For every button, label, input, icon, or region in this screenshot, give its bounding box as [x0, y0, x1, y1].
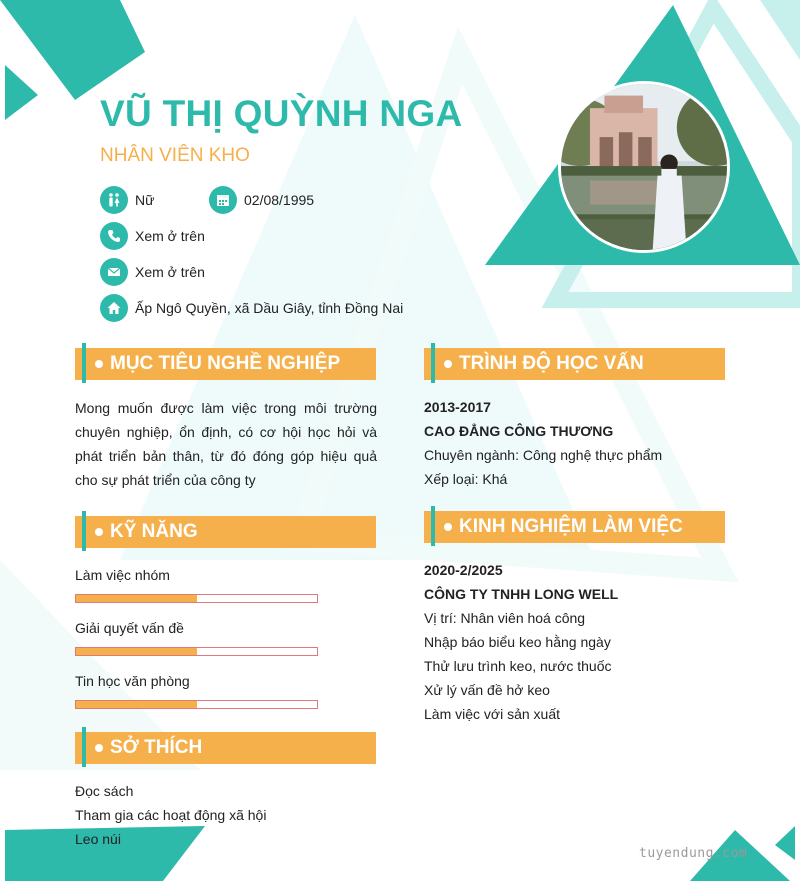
education-grade: Xếp loại: Khá	[424, 471, 508, 487]
hobby-item: Leo núi	[75, 831, 121, 847]
skill-bar	[75, 647, 318, 656]
skills-title: KỸ NĂNG	[110, 521, 198, 542]
experience-line: Vị trí: Nhân viên hoá công	[424, 610, 586, 626]
hobbies-title: SỞ THÍCH	[110, 737, 203, 758]
skill-name: Giải quyết vấn đề	[75, 620, 184, 636]
phone-row	[100, 222, 205, 250]
education-period: 2013-2017	[424, 399, 491, 415]
gender-value: Nữ	[135, 192, 155, 208]
calendar-icon	[209, 186, 237, 214]
job-title: NHÂN VIÊN KHO	[100, 145, 250, 166]
candidate-name: VŨ THỊ QUỲNH NGA	[100, 93, 463, 134]
education-title: TRÌNH ĐỘ HỌC VẤN	[459, 353, 644, 374]
address-row	[100, 294, 403, 322]
skill-bar-fill	[76, 701, 197, 708]
dob-value: 02/08/1995	[244, 192, 315, 208]
skills-header	[75, 516, 376, 548]
skill-name: Tin học văn phòng	[75, 673, 190, 689]
education-header	[424, 348, 725, 380]
experience-line: Thử lưu trình keo, nước thuốc	[424, 658, 612, 674]
hobby-item: Tham gia các hoạt động xã hội	[75, 807, 267, 823]
skill-bar	[75, 700, 318, 709]
experience-line: Nhập báo biểu keo hằng ngày	[424, 634, 611, 650]
objective-text: Mong muốn được làm việc trong môi trường chuyên nghiệp, ổn định, có cơ hội học hỏi và phát triển bản thân, từ đó đóng góp hiệu quả cho sự phát triển của công ty	[75, 400, 377, 488]
phone-value: Xem ở trên	[135, 228, 205, 244]
experience-company: CÔNG TY TNHH LONG WELL	[424, 586, 619, 602]
email-icon	[100, 258, 128, 286]
hobbies-header	[75, 732, 376, 764]
phone-icon	[100, 222, 128, 250]
experience-title: KINH NGHIỆM LÀM VIỆC	[459, 516, 683, 537]
skill-bar-fill	[76, 595, 197, 602]
dob-row	[209, 186, 314, 214]
email-row	[100, 258, 205, 286]
skill-item	[75, 671, 318, 709]
watermark: tuyendung.com	[639, 846, 748, 861]
experience-period: 2020-2/2025	[424, 562, 503, 578]
hobby-item: Đọc sách	[75, 783, 134, 799]
email-value: Xem ở trên	[135, 264, 205, 280]
skill-item	[75, 565, 318, 603]
gender-row	[100, 186, 154, 214]
experience-header	[424, 511, 725, 543]
experience-line: Xử lý vấn đề hở keo	[424, 682, 550, 698]
objective-title: MỤC TIÊU NGHỀ NGHIỆP	[110, 353, 341, 374]
address-value: Ấp Ngô Quyền, xã Dầu Giây, tỉnh Đồng Nai	[135, 300, 404, 316]
skill-bar-fill	[76, 648, 197, 655]
profile-photo	[558, 81, 730, 253]
gender-icon	[100, 186, 128, 214]
skill-name: Làm việc nhóm	[75, 567, 170, 583]
skill-item	[75, 618, 318, 656]
skill-bar	[75, 594, 318, 603]
objective-header	[75, 348, 376, 380]
education-school: CAO ĐẲNG CÔNG THƯƠNG	[424, 423, 614, 439]
experience-line: Làm việc với sản xuất	[424, 706, 561, 722]
education-major: Chuyên ngành: Công nghệ thực phẩm	[424, 447, 663, 463]
home-icon	[100, 294, 128, 322]
